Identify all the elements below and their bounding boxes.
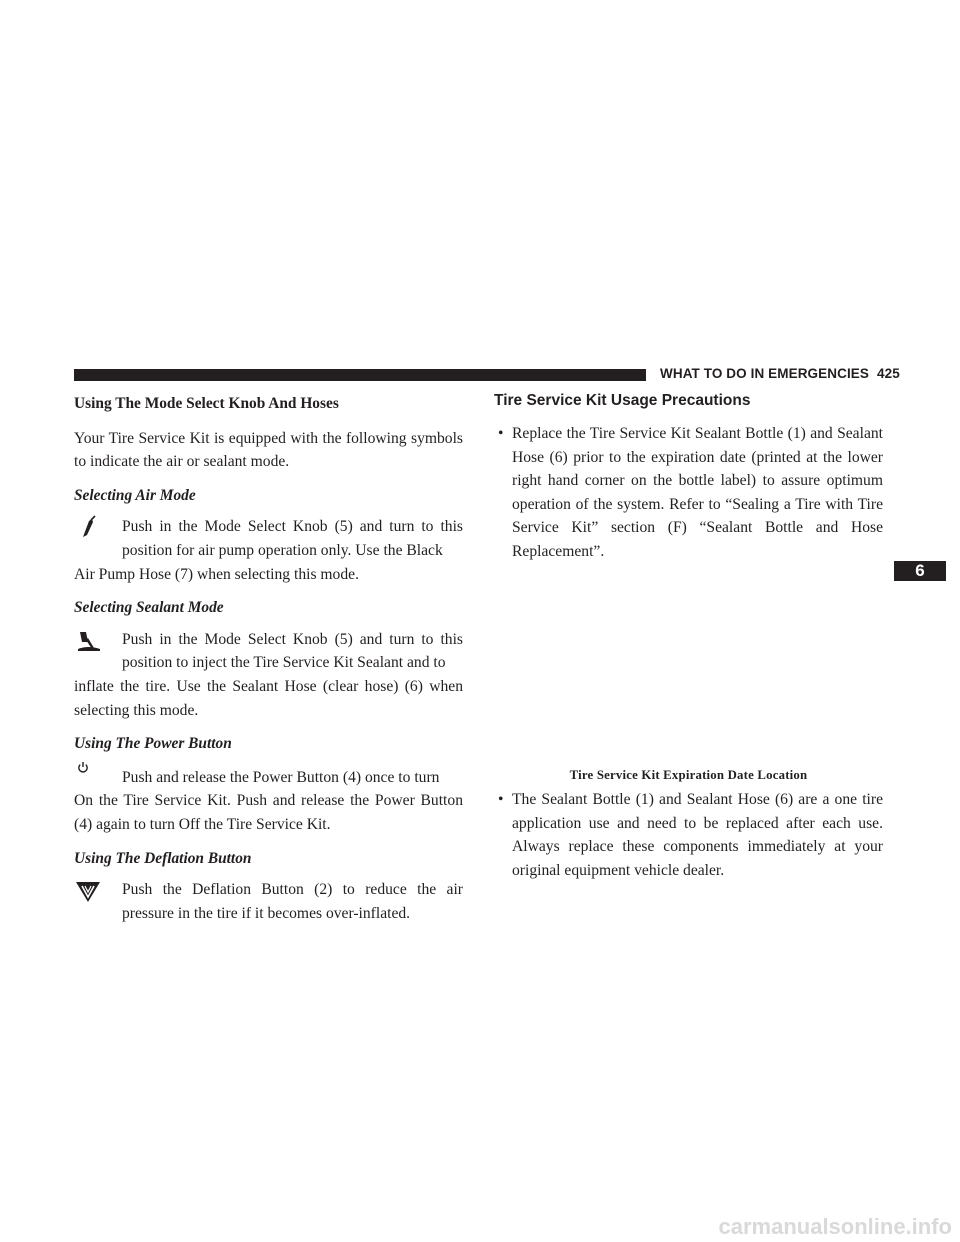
power-button-paragraph <box>74 766 463 837</box>
right-column <box>494 390 883 564</box>
power-button-text-continued: On the Tire Service Kit. Push and release the Power Button (4) again to turn Off the Tire Service Kit. <box>74 792 463 833</box>
page-number: 425 <box>877 366 900 381</box>
chapter-tab: 6 <box>894 561 946 581</box>
air-mode-text: Push in the Mode Select Knob (5) and turn to this position for air pump operation only. Use the Black <box>122 518 463 559</box>
power-icon <box>74 760 104 786</box>
header-section: WHAT TO DO IN EMERGENCIES <box>660 366 870 381</box>
section-heading: Using The Mode Select Knob And Hoses <box>74 395 339 412</box>
left-column <box>74 392 463 925</box>
sealant-mode-icon <box>74 628 104 654</box>
header-rule <box>74 369 646 381</box>
sealant-mode-paragraph <box>74 628 463 722</box>
sealant-mode-text: Push in the Mode Select Knob (5) and turn to this position to inject the Tire Service Kit Sealant and to <box>122 630 463 672</box>
sealant-mode-title: Selecting Sealant Mode <box>74 599 224 617</box>
bullet-glyph: • <box>498 425 504 442</box>
intro-paragraph: Your Tire Service Kit is equipped with the following symbols to indicate the air or sealant mode. <box>74 429 463 471</box>
air-mode-title: Selecting Air Mode <box>74 486 196 504</box>
right-column-lower <box>494 788 883 882</box>
deflation-button-title: Using The Deflation Button <box>74 849 252 867</box>
deflation-button-text: Push the Deflation Button (2) to reduce the air pressure in the tire if it becomes over-inflated. <box>122 881 463 922</box>
list-item <box>494 788 883 882</box>
air-mode-paragraph <box>74 515 463 586</box>
sealant-mode-text-continued: inflate the tire. Use the Sealant Hose (clear hose) (6) when selecting this mode. <box>74 677 463 719</box>
bullet-glyph: • <box>498 791 504 808</box>
air-mode-text-continued: Air Pump Hose (7) when selecting this mode. <box>74 565 359 583</box>
power-button-text: Push and release the Power Button (4) once to turn <box>122 768 440 786</box>
air-mode-icon <box>74 515 104 541</box>
figure-caption: Tire Service Kit Expiration Date Location <box>569 768 808 782</box>
watermark: carmanualsonline.info <box>718 1214 952 1239</box>
deflation-icon <box>74 878 104 904</box>
power-button-title: Using The Power Button <box>74 735 232 753</box>
list-item <box>494 422 883 564</box>
precaution-text-1: Replace the Tire Service Kit Sealant Bottle (1) and Sealant Hose (6) prior to the expiration date (printed at the lower right hand corner on the bottle label) to assure optimum operation of the system. Refer to “Sealing a Tire with Tire Service Kit” section (F) “Sealant Bottle and Hose Replacement”. <box>512 425 883 560</box>
precaution-text-2: The Sealant Bottle (1) and Sealant Hose (6) are a one tire application use and need to be replaced after each use. Always replace these components immediately at your original equipment vehicle dealer. <box>512 791 883 879</box>
running-header <box>660 366 900 381</box>
deflation-button-paragraph <box>74 878 463 925</box>
precautions-heading: Tire Service Kit Usage Precautions <box>494 392 751 409</box>
